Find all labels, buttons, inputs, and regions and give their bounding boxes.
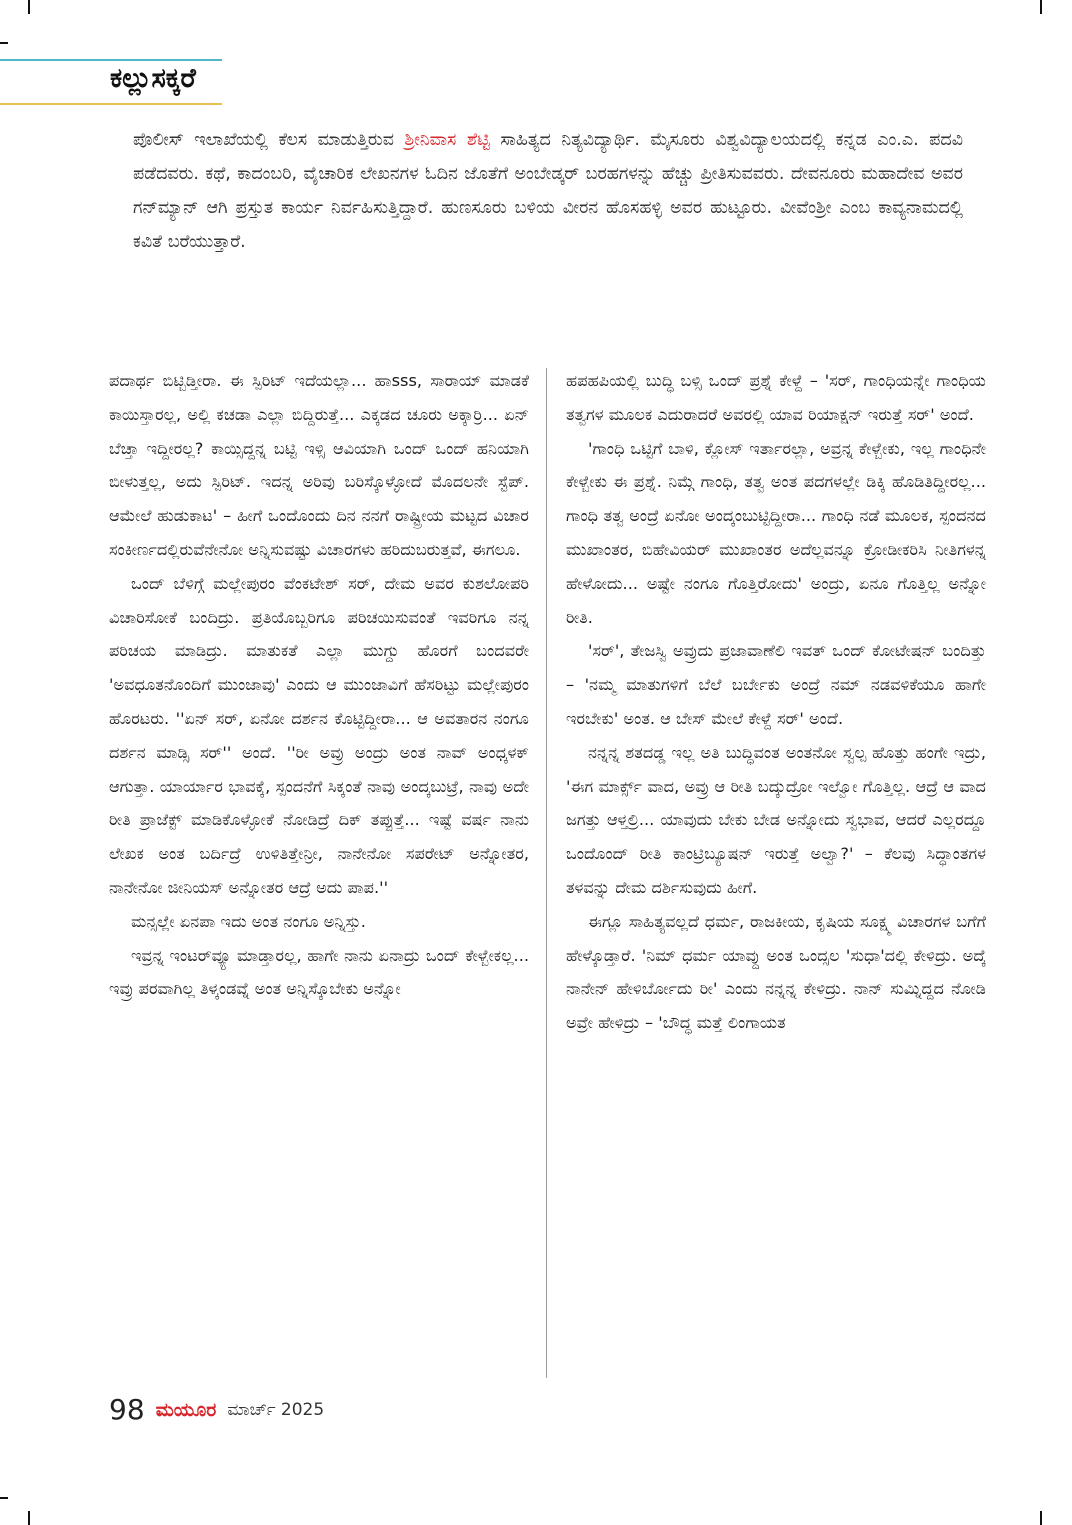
column-divider — [546, 368, 547, 1378]
crop-mark — [0, 42, 8, 44]
article-paragraph: ಮನ್ಸಲ್ಲೇ ಏನಪಾ ಇದು ಅಂತ ನಂಗೂ ಅನ್ನಿಸ್ತು. — [131, 911, 366, 931]
issue-date: ಮಾರ್ಚ್ 2025 — [227, 1399, 325, 1420]
author-name: ಶ್ರೀನಿವಾಸ ಶೆಟ್ಟಿ — [404, 130, 490, 150]
crop-mark — [0, 1497, 8, 1499]
page-footer — [109, 1393, 324, 1433]
article-paragraph: ಒಂದ್ ಬೆಳಿಗ್ಗೆ ಮಲ್ಲೇಪುರಂ ವೆಂಕಟೇಶ್ ಸರ್, ದೇಮ ಅವರ ಕುಶಲೋಪರಿ ವಿಚಾರಿಸೋಕೆ ಬಂದಿದ್ರು. ಪ್ರತಿಯೊಬ್ಬರಿಗೂ ಪರಿಚಯಿಸುವಂತೆ ಇವರಿಗೂ ನನ್ನ ಪರಿಚಯ ಮಾಡಿದ್ರು. ಮಾತುಕತೆ ಎಲ್ಲಾ ಮುಗ್ದು ಹೊರಗೆ ಬಂದವರೇ 'ಅವಧೂತನೊಂದಿಗೆ ಮುಂಜಾವು' ಎಂದು ಆ ಮುಂಜಾವಿಗೆ ಹೆಸರಿಟ್ಟು ಮಲ್ಲೇಪುರಂ ಹೊರಟರು. ''ಏನ್ ಸರ್, ಏನೋ ದರ್ಶನ ಕೊಟ್ಟಿದ್ದೀರಾ... ಆ ಅವತಾರನ ನಂಗೂ ದರ್ಶನ ಮಾಡ್ಸಿ ಸರ್'' ಅಂದೆ. ''ರೀ ಅವ್ರು ಅಂದ್ರು ಅಂತ ನಾವ್ ಅಂಧ್ಕಳಕ್ ಆಗುತ್ತಾ. ಯಾರ್ಯಾರ ಭಾವಕ್ಕೆ, ಸ್ಪಂದನೆಗೆ ಸಿಕ್ಕಂತೆ ನಾವು ಅಂದ್ಕಬುಟ್ರೆ, ನಾವು ಅದೇ ರೀತಿ ಪ್ರಾಜೆಕ್ಟ್ ಮಾಡಿಕೊಳ್ಳೋಕೆ ನೋಡಿದ್ರೆ ದಿಕ್ ತಪ್ಪುತ್ತೆ... ಇಷ್ಟೆ ವರ್ಷ ನಾನು ಲೇಖಕ ಅಂತ ಬರ್ದಿದ್ರೆ ಉಳಿತಿತ್ತೇನ್ರೀ, ನಾನೇನೋ ಸಪರೇಟ್ ಅನ್ನೋತರ, ನಾನೇನೋ ಜೀನಿಯಸ್ ಅನ್ನೋತರ ಆದ್ರೆ ಅದು ಪಾಪ.'' — [109, 573, 529, 897]
article-paragraph: ಇವ್ರನ್ನ ಇಂಟರ್‌ವ್ಯೂ ಮಾಡ್ತಾರಲ್ಲ, ಹಾಗೇ ನಾನು ಏನಾದ್ರು ಒಂದ್ ಕೇಳ್ಬೇಕಲ್ಲ... ಇವ್ರು ಪರವಾಗಿಲ್ಲ ತಿಳ್ಕಂಡವ್ನೆ ಅಂತ ಅನ್ನಿಸ್ಕೊಬೇಕು ಅನ್ನೋ — [109, 945, 529, 999]
section-rule-top — [0, 59, 222, 61]
section-rule-bottom — [0, 103, 222, 105]
article-column-right — [566, 364, 986, 1382]
author-bio — [133, 123, 963, 259]
magazine-logo: ಮಯೂರ — [155, 1398, 217, 1421]
article-paragraph: 'ಸರ್', ತೇಜಸ್ವಿ ಅವ್ರುದು ಪ್ರಜಾವಾಣೆಲಿ ಇವತ್ ಒಂದ್ ಕೋಟೇಷನ್ ಬಂದಿತ್ತು – 'ನಮ್ಮ ಮಾತುಗಳಿಗೆ ಬೆಲೆ ಬರ್ಬೇಕು ಅಂದ್ರೆ ನಮ್ ನಡವಳಿಕೆಯೂ ಹಾಗೇ ಇರಬೇಕು' ಅಂತ. ಆ ಬೇಸ್ ಮೇಲೆ ಕೇಳ್ದೆ ಸರ್' ಅಂದೆ. — [566, 641, 986, 728]
article-column-left — [109, 364, 529, 1382]
article-paragraph: ನನ್ನನ್ನ ಶತದಡ್ಡ ಇಲ್ಲ ಅತಿ ಬುದ್ಧಿವಂತ ಅಂತನೋ ಸ್ವಲ್ಪ ಹೊತ್ತು ಹಂಗೇ ಇದ್ರು, 'ಈಗ ಮಾರ್ಕ್ಸ್ ವಾದ, ಅವ್ರು ಆ ರೀತಿ ಬದ್ಕುದ್ರೋ ಇಲ್ವೋ ಗೊತ್ತಿಲ್ಲ. ಆದ್ರೆ ಆ ವಾದ ಜಗತ್ತು ಆಳ್ತಲ್ರಿ... ಯಾವುದು ಬೇಕು ಬೇಡ ಅನ್ನೋದು ಸ್ವಭಾವ, ಆದರೆ ಎಲ್ಲರದ್ದೂ ಒಂದೊಂದ್ ರೀತಿ ಕಾಂಟ್ರಿಬ್ಯೂಷನ್ ಇರುತ್ತೆ ಅಲ್ವಾ?' – ಕೆಲವು ಸಿದ್ಧಾಂತಗಳ ತಳವನ್ನು ದೇಮ ದರ್ಶಿಸುವುದು ಹೀಗೆ. — [566, 742, 986, 897]
article-paragraph: 'ಗಾಂಧಿ ಒಟ್ಟಿಗೆ ಬಾಳಿ, ಕ್ಲೋಸ್ ಇರ್ತಾರಲ್ಲಾ, ಅವ್ರನ್ನ ಕೇಳ್ಬೇಕು, ಇಲ್ಲ ಗಾಂಧಿನೇ ಕೇಳ್ಬೇಕು ಈ ಪ್ರಶ್ನೆ. ನಿಮ್ಗೆ ಗಾಂಧಿ, ತತ್ವ ಅಂತ ಪದಗಳಲ್ಲೇ ಡಿಕ್ಕಿ ಹೊಡಿತಿದ್ದೀರಲ್ಲ... ಗಾಂಧಿ ತತ್ವ ಅಂದ್ರೆ ಏನೋ ಅಂದ್ಕಂಬುಟ್ಟಿದ್ದೀರಾ... ಗಾಂಧಿ ನಡೆ ಮೂಲಕ, ಸ್ಪಂದನದ ಮುಖಾಂತರ, ಬಿಹೇವಿಯರ್ ಮುಖಾಂತರ ಅದೆಲ್ಲವನ್ನೂ ಕ್ರೋಡೀಕರಿಸಿ ನೀತಿಗಳನ್ನ ಹೇಳೋದು... ಅಷ್ಟೇ ನಂಗೂ ಗೊತ್ತಿರೋದು' ಅಂದ್ರು, ಏನೂ ಗೊತ್ತಿಲ್ಲ ಅನ್ನೋ ರೀತಿ. — [566, 438, 986, 627]
crop-mark — [1040, 0, 1042, 14]
crop-mark — [1040, 1511, 1042, 1525]
article-paragraph: ಈಗ್ಲೂ ಸಾಹಿತ್ಯವಲ್ಲದೆ ಧರ್ಮ, ರಾಜಕೀಯ, ಕೃಷಿಯ ಸೂಕ್ಷ್ಮ ವಿಚಾರಗಳ ಬಗೆಗೆ ಹೇಳ್ಕೊಡ್ತಾರೆ. 'ನಿಮ್ ಧರ್ಮ ಯಾವ್ದು ಅಂತ ಒಂದ್ಸಲ 'ಸುಧಾ'ದಲ್ಲಿ ಕೇಳಿದ್ರು. ಅದ್ಕೆ ನಾನೇನ್ ಹೇಳಿರ್ಬೋದು ರೀ' ಎಂದು ನನ್ನನ್ನ ಕೇಳಿದ್ರು. ನಾನ್ ಸುಮ್ನಿದ್ದದ ನೋಡಿ ಅವ್ರೇ ಹೇಳಿದ್ರು – 'ಬೌದ್ಧ ಮತ್ತೆ ಲಿಂಗಾಯತ — [566, 911, 986, 1033]
bio-text-after-name: ಸಾಹಿತ್ಯದ ನಿತ್ಯವಿದ್ಯಾರ್ಥಿ. ಮೈಸೂರು ವಿಶ್ವವಿದ್ಯಾಲಯದಲ್ಲಿ ಕನ್ನಡ ಎಂ.ಎ. ಪದವಿ ಪಡೆದವರು. ಕಥೆ, ಕಾದಂಬರಿ, ವೈಚಾರಿಕ ಲೇಖನಗಳ ಓದಿನ ಜೊತೆಗೆ ಅಂಬೇಡ್ಕರ್ ಬರಹಗಳನ್ನು ಹೆಚ್ಚು ಪ್ರೀತಿಸುವವರು. ದೇವನೂರು ಮಹಾದೇವ ಅವರ ಗನ್‌ಮ್ಯಾನ್ ಆಗಿ ಪ್ರಸ್ತುತ ಕಾರ್ಯ ನಿರ್ವಹಿಸುತ್ತಿದ್ದಾರೆ. ಹುಣಸೂರು ಬಳಿಯ ವೀರನ ಹೊಸಹಳ್ಳಿ ಅವರ ಹುಟ್ಟೂರು. ವೀವೆಂಶ್ರೀ ಎಂಬ ಕಾವ್ಯನಾಮದಲ್ಲಿ ಕವಿತೆ ಬರೆಯುತ್ತಾರೆ. — [133, 130, 963, 252]
article-paragraph: ಹಪಹಪಿಯಲ್ಲಿ ಬುದ್ಧಿ ಬಳ್ಸಿ ಒಂದ್ ಪ್ರಶ್ನೆ ಕೇಳ್ದೆ – 'ಸರ್, ಗಾಂಧಿಯನ್ನೇ ಗಾಂಧಿಯ ತತ್ವಗಳ ಮೂಲಕ ಎದುರಾದರೆ ಅವರಲ್ಲಿ ಯಾವ ರಿಯಾಕ್ಷನ್ ಇರುತ್ತೆ ಸರ್' ಅಂದೆ. — [566, 371, 986, 424]
crop-mark — [28, 0, 30, 14]
crop-mark — [28, 1511, 30, 1525]
bio-text-before-name: ಪೊಲೀಸ್ ಇಲಾಖೆಯಲ್ಲಿ ಕೆಲಸ ಮಾಡುತ್ತಿರುವ — [133, 130, 405, 150]
section-title: ಕಲ್ಲುಸಕ್ಕರೆ — [110, 63, 196, 94]
page-number: 98 — [109, 1393, 145, 1426]
article-paragraph: ಪದಾರ್ಥ ಬಿಟ್ಬಿಡ್ತೀರಾ. ಈ ಸ್ಪಿರಿಟ್ ಇದೆಯಲ್ಲಾ... ಹಾsss, ಸಾರಾಯ್ ಮಾಡಕೆ ಕಾಯಿಸ್ತಾರಲ್ಲ, ಅಲ್ಲಿ ಕಚಡಾ ಎಲ್ಲಾ ಬಿದ್ದಿರುತ್ತೆ... ಎಕ್ಕಡದ ಚೂರು ಅಕ್ಕಾರ್ರಿ... ಏನ್ ಬೆಚ್ತಾ ಇದ್ದೀರಲ್ಲ? ಕಾಯ್ಸಿದ್ದನ್ನ ಬಟ್ಟಿ ಇಳ್ಸಿ ಆವಿಯಾಗಿ ಒಂದ್ ಒಂದ್ ಹನಿಯಾಗಿ ಬೀಳುತ್ತಲ್ಲ, ಅದು ಸ್ಪಿರಿಟ್. ಇದನ್ನ ಅರಿವು ಬರಿಸ್ಕೊಳ್ಳೋದೆ ಮೊದಲನೇ ಸ್ಟೆಪ್. ಆಮೇಲೆ ಹುಡುಕಾಟ' – ಹೀಗೆ ಒಂದೊಂದು ದಿನ ನನಗೆ ರಾಷ್ಟ್ರೀಯ ಮಟ್ಟದ ವಿಚಾರ ಸಂಕೀರ್ಣದಲ್ಲಿರುವೆನೇನೋ ಅನ್ನಿಸುವಷ್ಟು ವಿಚಾರಗಳು ಹರಿದುಬರುತ್ತವೆ, ಈಗಲೂ. — [109, 371, 529, 559]
